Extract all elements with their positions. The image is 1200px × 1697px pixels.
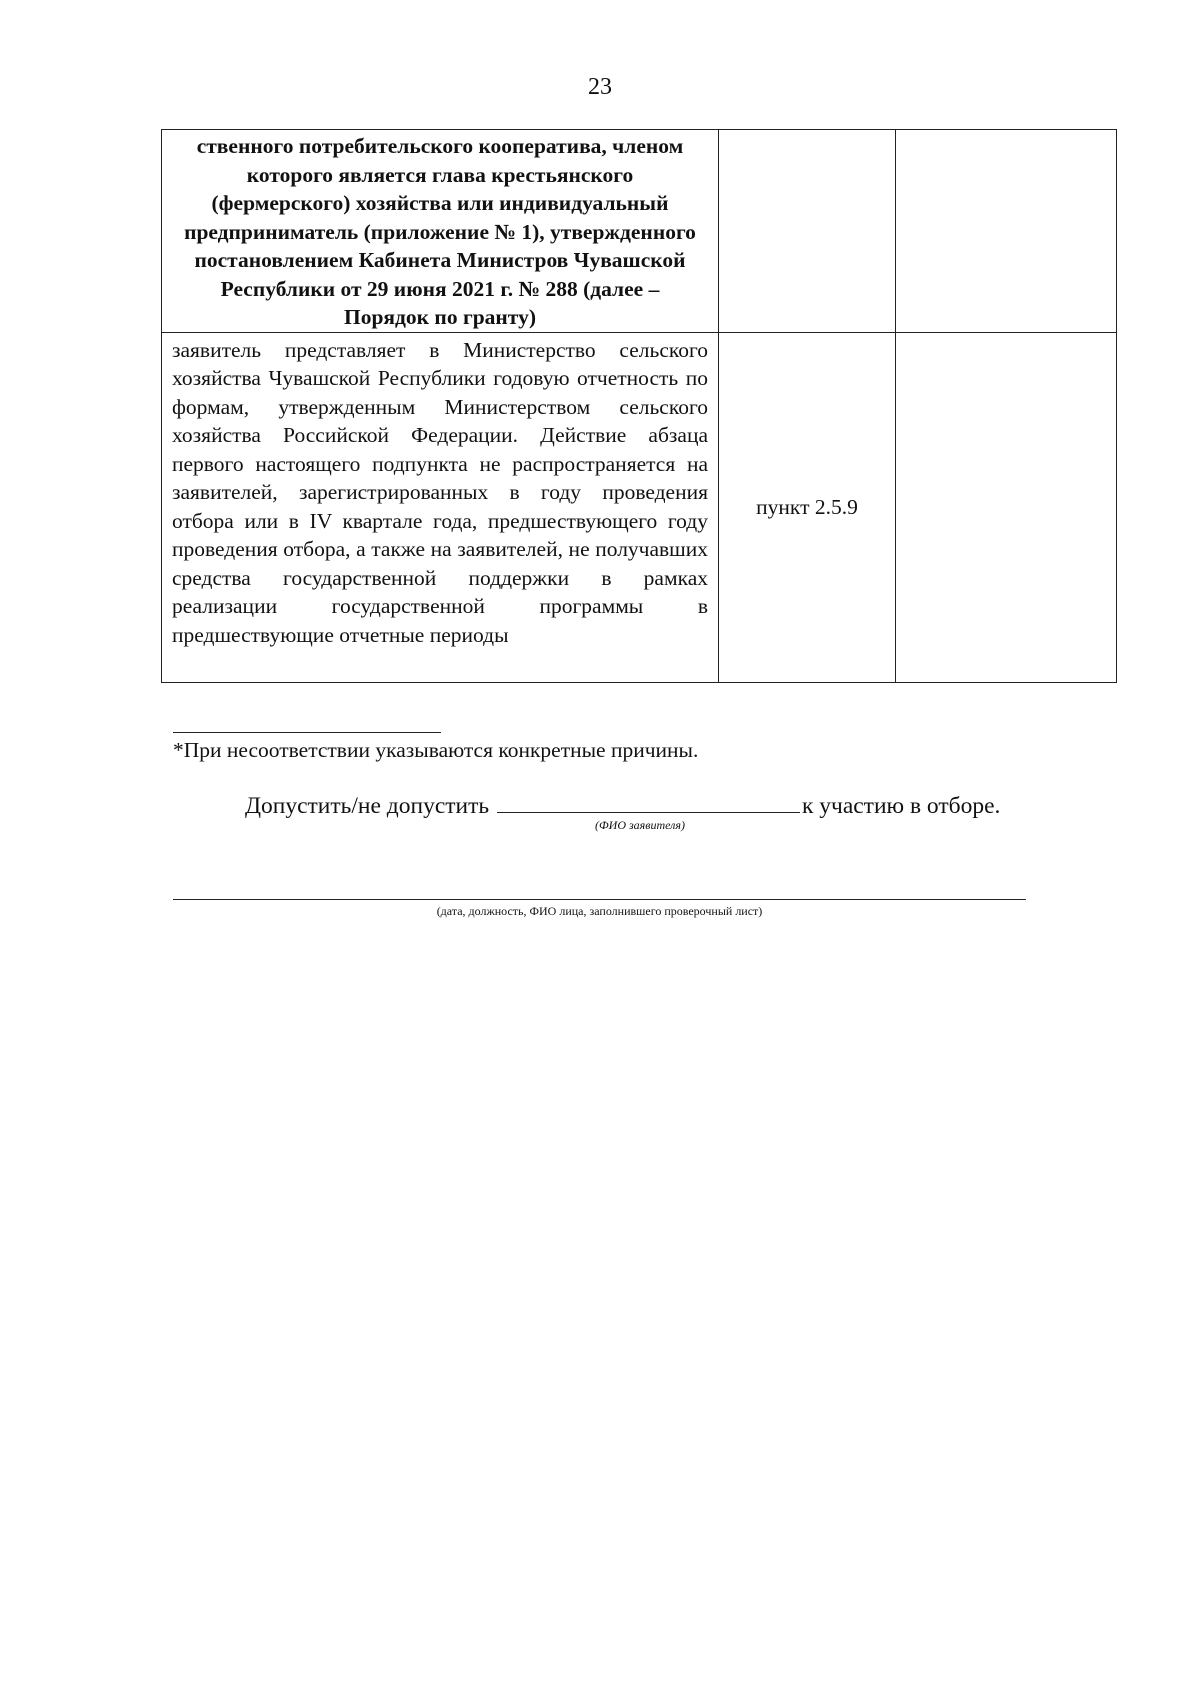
decision-prefix: Допустить/не допустить [245, 793, 490, 819]
page-number: 23 [588, 74, 612, 100]
signature-line [173, 899, 1026, 900]
applicant-name-blank [497, 790, 800, 813]
reference-cell [719, 130, 896, 333]
result-cell [896, 332, 1117, 682]
checklist-table [161, 129, 1117, 683]
reference-cell: пункт 2.5.9 [719, 332, 896, 682]
criterion-cell: заявитель представляет в Министерство сельского хозяйства Чувашской Республики годовую отчетность по формам, утвержденным Министерством сельского хозяйства Российской Федерации. Действие абзаца первого настоящего подпункта не распространяется на заявителей, зарегистрированных в году проведения отбора или в IV квартале года, предшествующего году проведения отбора, а также на заявителей, не получавших средства государственной поддержки в рамках реализации государственной программы в предшествующие отчетные периоды [162, 332, 719, 682]
table-row [162, 332, 1117, 682]
applicant-name-caption: (ФИО заявителя) [595, 818, 685, 832]
signature-caption: (дата, должность, ФИО лица, заполнившего проверочный лист) [436, 904, 763, 918]
table-row [162, 130, 1117, 333]
decision-suffix: к участию в отборе. [801, 793, 1001, 819]
footnote-divider [173, 732, 441, 733]
admission-decision-line [245, 790, 1000, 821]
criterion-cell: ственного потребительского кооператива, членом которого является глава крестьянского (фермерского) хозяйства или индивидуальный предприниматель (приложение № 1), утвержденного постановлением Кабинета Министров Чувашской Республики от 29 июня 2021 г. № 288 (далее – Порядок по гранту) [162, 130, 719, 333]
result-cell [896, 130, 1117, 333]
footnote: *При несоответствии указываются конкретные причины. [173, 738, 699, 762]
